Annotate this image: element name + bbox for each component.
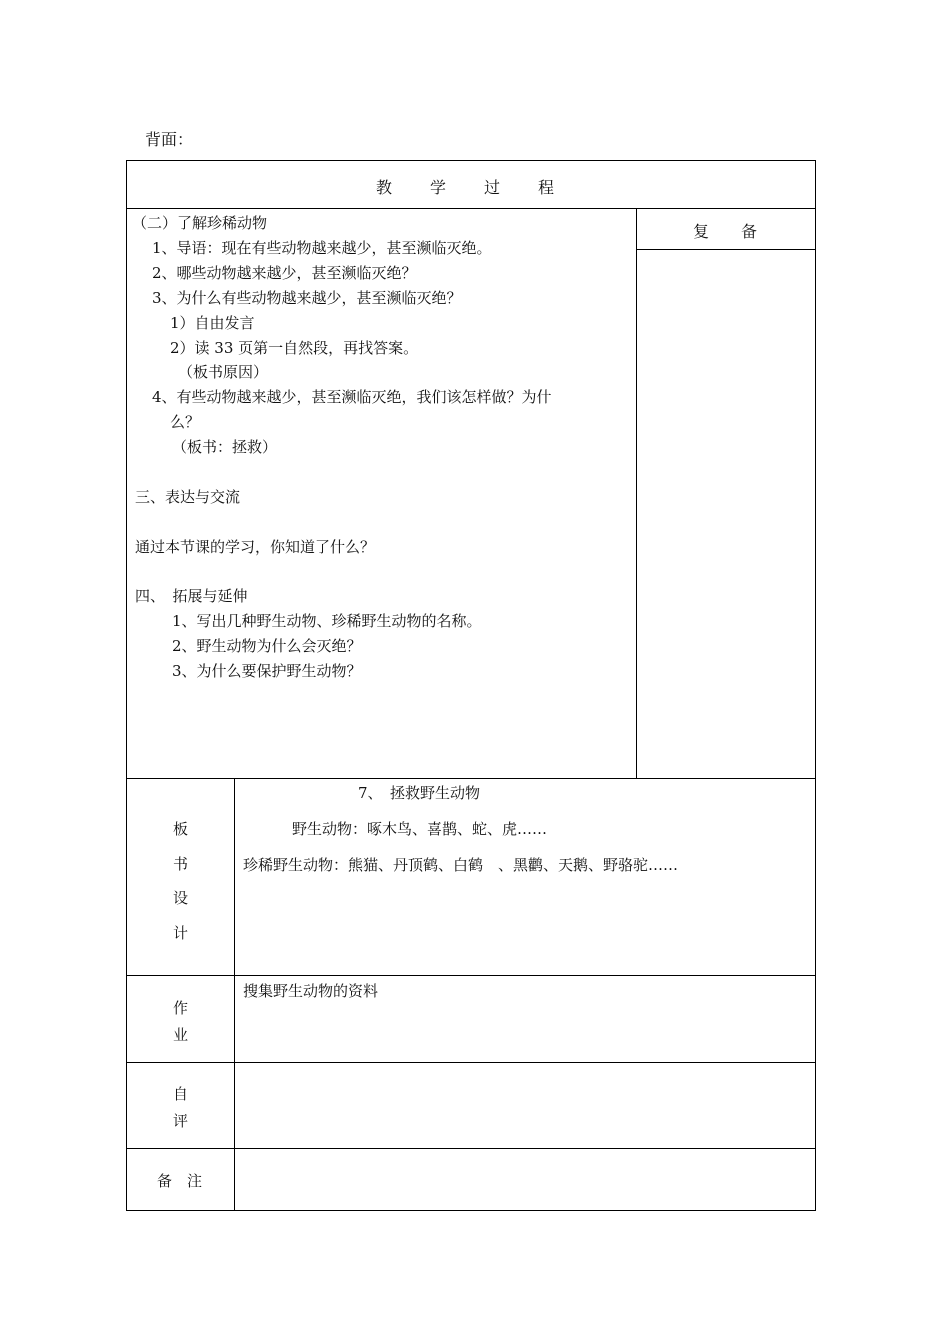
board-label-char-4: 计 — [173, 924, 189, 942]
self-eval-label-char-2: 评 — [173, 1112, 189, 1130]
question-4-note: （板书：拯救） — [172, 438, 278, 456]
board-line-2: 珍稀野生动物：熊猫、丹顶鹤、白鹤 、黑鹳、天鹅、野骆驼…… — [243, 856, 679, 874]
process-header: 教 学 过 程 — [376, 178, 557, 197]
board-line-1: 野生动物：啄木鸟、喜鹊、蛇、虎…… — [292, 820, 548, 838]
section3-title: 三、表达与交流 — [135, 488, 241, 506]
question-2: 2、哪些动物越来越少，甚至濒临灭绝？ — [152, 264, 417, 282]
question-3-note: （板书原因） — [178, 363, 269, 381]
board-label-char-2: 书 — [173, 855, 189, 873]
section4-title: 四、 拓展与延伸 — [135, 587, 248, 605]
question-4-line1: 4、有些动物越来越少，甚至濒临灭绝，我们该怎样做？为什 — [152, 388, 552, 406]
board-label-char-1: 板 — [173, 820, 189, 838]
self-eval-label-char-1: 自 — [173, 1085, 189, 1103]
question-3: 3、为什么有些动物越来越少，甚至濒临灭绝？ — [152, 289, 462, 307]
review-header: 复 备 — [693, 222, 758, 241]
notes-label: 备 注 — [157, 1172, 203, 1190]
board-label-char-3: 设 — [173, 889, 189, 907]
question-4-line2: 么？ — [170, 413, 201, 431]
question-3-b: 2）读 33 页第一自然段，再找答案。 — [170, 339, 419, 357]
extension-3: 3、为什么要保护野生动物？ — [172, 662, 362, 680]
section2-title: （二）了解珍稀动物 — [132, 214, 268, 232]
question-1: 1、导语：现在有些动物越来越少，甚至濒临灭绝。 — [152, 239, 492, 257]
homework-label-char-1: 作 — [173, 999, 189, 1017]
section3-text: 通过本节课的学习，你知道了什么？ — [135, 538, 376, 556]
extension-2: 2、野生动物为什么会灭绝？ — [172, 637, 362, 655]
back-label: 背面： — [145, 130, 194, 149]
extension-1: 1、写出几种野生动物、珍稀野生动物的名称。 — [172, 612, 482, 630]
question-3-a: 1）自由发言 — [170, 314, 255, 332]
homework-label-char-2: 业 — [173, 1026, 189, 1044]
board-title: 7、 拯救野生动物 — [358, 784, 481, 802]
homework-content: 搜集野生动物的资料 — [243, 982, 379, 1000]
